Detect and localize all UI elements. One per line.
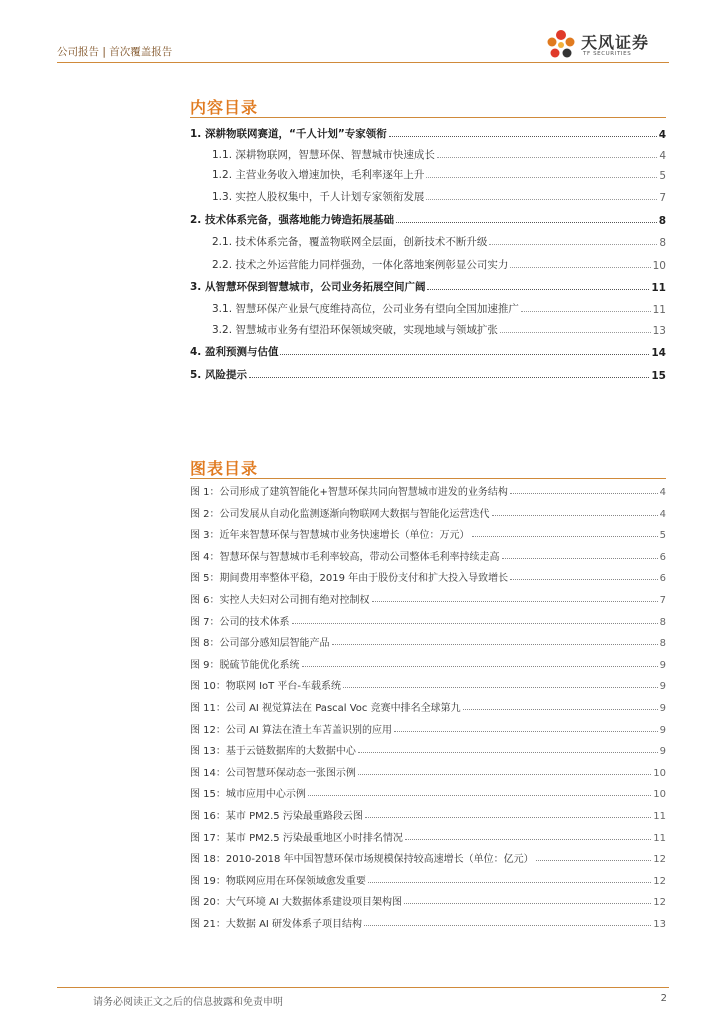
toc-entry-label: 1.3. 实控人股权集中，千人计划专家领衔发展: [212, 191, 425, 203]
figure-entry[interactable]: [190, 523, 666, 541]
figure-entry-page: 9: [659, 660, 666, 671]
dot-leader: [472, 536, 658, 537]
toc-entry-label: 3. 从智慧环保到智慧城市，公司业务拓展空间广阔: [190, 281, 426, 293]
figure-entry-label: 图 16：某市 PM2.5 污染最重路段云图: [190, 811, 363, 822]
figure-entry-label: 图 11：公司 AI 视觉算法在 Pascal Voc 竞赛中排名全球第九: [190, 703, 461, 714]
toc-entry-page: 8: [658, 215, 666, 227]
figure-entry[interactable]: [190, 653, 666, 671]
figure-entry-page: 9: [659, 681, 666, 692]
figure-entry[interactable]: [190, 739, 666, 757]
figure-entry-label: 图 3：近年来智慧环保与智慧城市业务快速增长（单位：万元）: [190, 530, 470, 541]
dot-leader: [302, 666, 658, 667]
toc-entry[interactable]: [190, 341, 666, 359]
figure-entry[interactable]: [190, 804, 666, 822]
dot-leader: [368, 882, 651, 883]
toc-entry-label: 2. 技术体系完备，强落地能力铸造拓展基础: [190, 214, 394, 226]
toc-entry-page: 13: [652, 325, 666, 337]
figure-entry[interactable]: [190, 761, 666, 779]
figure-entry[interactable]: [190, 545, 666, 563]
figure-entry-page: 9: [659, 703, 666, 714]
figure-entry[interactable]: [190, 480, 666, 498]
figure-entry-label: 图 18：2010-2018 年中国智慧环保市场规模保持较高速增长（单位：亿元）: [190, 854, 534, 865]
dot-leader: [492, 515, 658, 516]
figure-entry-page: 11: [653, 811, 666, 822]
toc-entry-label: 3.2. 智慧城市业务有望沿环保领域突破，实现地域与领域扩张: [212, 324, 498, 336]
toc-entry-page: 15: [651, 370, 666, 382]
report-type-label: 公司报告 | 首次覆盖报告: [57, 46, 173, 58]
toc-entry[interactable]: [190, 276, 666, 294]
figure-entry-page: 9: [659, 725, 666, 736]
dot-leader: [358, 774, 651, 775]
figure-entry-page: 4: [659, 509, 666, 520]
dot-leader: [364, 925, 651, 926]
dot-leader: [427, 289, 649, 290]
figure-entry-label: 图 14：公司智慧环保动态一张图示例: [190, 768, 356, 779]
dot-leader: [510, 579, 657, 580]
dot-leader: [426, 199, 657, 200]
dot-leader: [536, 860, 652, 861]
toc-entry-label: 2.2. 技术之外运营能力同样强劲，一体化落地案例彰显公司实力: [212, 259, 509, 271]
toc-entry[interactable]: [190, 364, 666, 382]
toc-entry-label: 1.1. 深耕物联网，智慧环保、智慧城市快速成长: [212, 149, 435, 161]
figure-entry-page: 4: [659, 487, 666, 498]
dot-leader: [292, 623, 658, 624]
toc-entry-page: 4: [658, 129, 666, 141]
figure-entry-label: 图 6：实控人夫妇对公司拥有绝对控制权: [190, 595, 370, 606]
company-logo: [543, 26, 669, 66]
toc-entry-page: 11: [651, 282, 666, 294]
dot-leader: [437, 157, 657, 158]
dot-leader: [396, 222, 657, 223]
toc-entry-label: 1. 深耕物联网赛道，“千人计划”专家领衔: [190, 128, 387, 140]
dot-leader: [404, 903, 651, 904]
figure-entry[interactable]: [190, 718, 666, 736]
figure-entry-label: 图 19：物联网应用在环保领域愈发重要: [190, 876, 366, 887]
figure-entry[interactable]: [190, 588, 666, 606]
figure-entry-page: 8: [659, 638, 666, 649]
page-header: [57, 33, 669, 62]
dot-leader: [394, 731, 658, 732]
dot-leader: [426, 177, 657, 178]
figure-entry[interactable]: [190, 847, 666, 865]
figure-entry-page: 10: [653, 768, 666, 779]
figure-entry[interactable]: [190, 502, 666, 520]
dot-leader: [308, 795, 651, 796]
toc-entry[interactable]: [190, 231, 666, 249]
figure-entry[interactable]: [190, 610, 666, 628]
toc-entry[interactable]: [190, 164, 666, 182]
toc-entry[interactable]: [190, 319, 666, 337]
toc-title-divider: [190, 117, 666, 118]
dot-leader: [372, 601, 658, 602]
dot-leader: [365, 817, 651, 818]
toc-title: 内容目录: [190, 98, 259, 117]
toc-entry-label: 5. 风险提示: [190, 369, 247, 381]
header-divider: [57, 62, 669, 63]
figure-entry-label: 图 20：大气环境 AI 大数据体系建设项目架构图: [190, 897, 403, 908]
dot-leader: [489, 244, 657, 245]
figure-entry-page: 11: [653, 833, 666, 844]
figure-entry-label: 图 8：公司部分感知层智能产品: [190, 638, 330, 649]
figure-entry-page: 12: [653, 897, 666, 908]
toc-entry-page: 8: [659, 237, 666, 249]
toc-entry[interactable]: [190, 144, 666, 162]
figure-entry-label: 图 7：公司的技术体系: [190, 617, 290, 628]
dot-leader: [405, 839, 651, 840]
toc-entry[interactable]: [190, 298, 666, 316]
dot-leader: [280, 354, 649, 355]
figure-entry-label: 图 13：基于云链数据库的大数据中心: [190, 746, 356, 757]
toc-entry-page: 14: [651, 347, 666, 359]
figure-entry[interactable]: [190, 696, 666, 714]
toc-entry-label: 2.1. 技术体系完备，覆盖物联网全层面，创新技术不断升级: [212, 236, 488, 248]
figure-entry-label: 图 9：脱硫节能优化系统: [190, 660, 300, 671]
figure-entry-page: 10: [653, 789, 666, 800]
dot-leader: [500, 332, 651, 333]
footer-divider: [57, 987, 669, 988]
dot-leader: [332, 644, 658, 645]
dot-leader: [510, 267, 650, 268]
figure-entry-label: 图 2：公司发展从自动化监测逐渐向物联网大数据与智能化运营迭代: [190, 509, 490, 520]
dot-leader: [502, 558, 658, 559]
figures-title: 图表目录: [190, 459, 259, 478]
dot-leader: [343, 687, 658, 688]
figure-entry[interactable]: [190, 782, 666, 800]
toc-entry-label: 4. 盈利预测与估值: [190, 346, 279, 358]
figure-entry-page: 9: [659, 746, 666, 757]
toc-entry-label: 3.1. 智慧环保产业景气度维持高位，公司业务有望向全国加速推广: [212, 303, 519, 315]
figure-entry-label: 图 1：公司形成了建筑智能化+智慧环保共同向智慧城市进发的业务结构: [190, 487, 508, 498]
figure-entry[interactable]: [190, 631, 666, 649]
dot-leader: [463, 709, 658, 710]
figure-entry-label: 图 15：城市应用中心示例: [190, 789, 306, 800]
footer-disclaimer: 请务必阅读正文之后的信息披露和免责申明: [93, 997, 283, 1008]
figure-entry-page: 12: [653, 876, 666, 887]
toc-entry-page: 5: [659, 170, 666, 182]
toc-entry[interactable]: [190, 209, 666, 227]
figure-entry[interactable]: [190, 674, 666, 692]
toc-entry-page: 10: [652, 260, 666, 272]
figure-entry-page: 12: [653, 854, 666, 865]
toc-entry-page: 7: [659, 192, 666, 204]
figure-entry-page: 7: [659, 595, 666, 606]
dot-leader: [358, 752, 658, 753]
figure-entry[interactable]: [190, 566, 666, 584]
figure-entry-label: 图 4：智慧环保与智慧城市毛利率较高，带动公司整体毛利率持续走高: [190, 552, 500, 563]
dot-leader: [389, 136, 657, 137]
figure-entry-page: 13: [653, 919, 666, 930]
figure-entry-page: 8: [659, 617, 666, 628]
toc-entry[interactable]: [190, 123, 666, 141]
figure-entry-label: 图 12：公司 AI 算法在渣土车苫盖识别的应用: [190, 725, 393, 736]
toc-entry-page: 4: [659, 150, 666, 162]
figure-entry-label: 图 21：大数据 AI 研发体系子项目结构: [190, 919, 363, 930]
toc-entry[interactable]: [190, 186, 666, 204]
flower-logo-icon: [543, 26, 579, 66]
figure-entry[interactable]: [190, 826, 666, 844]
dot-leader: [521, 311, 651, 312]
page-number: 2: [660, 993, 667, 1004]
dot-leader: [510, 493, 658, 494]
figure-entry-label: 图 17：某市 PM2.5 污染最重地区小时排名情况: [190, 833, 403, 844]
figures-title-divider: [190, 478, 666, 479]
logo-chinese-name: 天风证券: [581, 33, 650, 52]
figure-entry[interactable]: [190, 869, 666, 887]
figure-entry-page: 5: [659, 530, 666, 541]
figure-entry-page: 6: [659, 573, 666, 584]
dot-leader: [249, 377, 649, 378]
figure-entry-label: 图 10：物联网 IoT 平台-车载系统: [190, 681, 342, 692]
figure-entry-label: 图 5：期间费用率整体平稳，2019 年由于股份支付和扩大投入导致增长: [190, 573, 509, 584]
figure-entry[interactable]: [190, 890, 666, 908]
toc-entry[interactable]: [190, 254, 666, 272]
toc-entry-label: 1.2. 主营业务收入增速加快，毛利率逐年上升: [212, 169, 425, 181]
figure-entry[interactable]: [190, 912, 666, 930]
figure-entry-page: 6: [659, 552, 666, 563]
toc-entry-page: 11: [652, 304, 666, 316]
logo-english-name: TF SECURITIES: [583, 51, 632, 57]
